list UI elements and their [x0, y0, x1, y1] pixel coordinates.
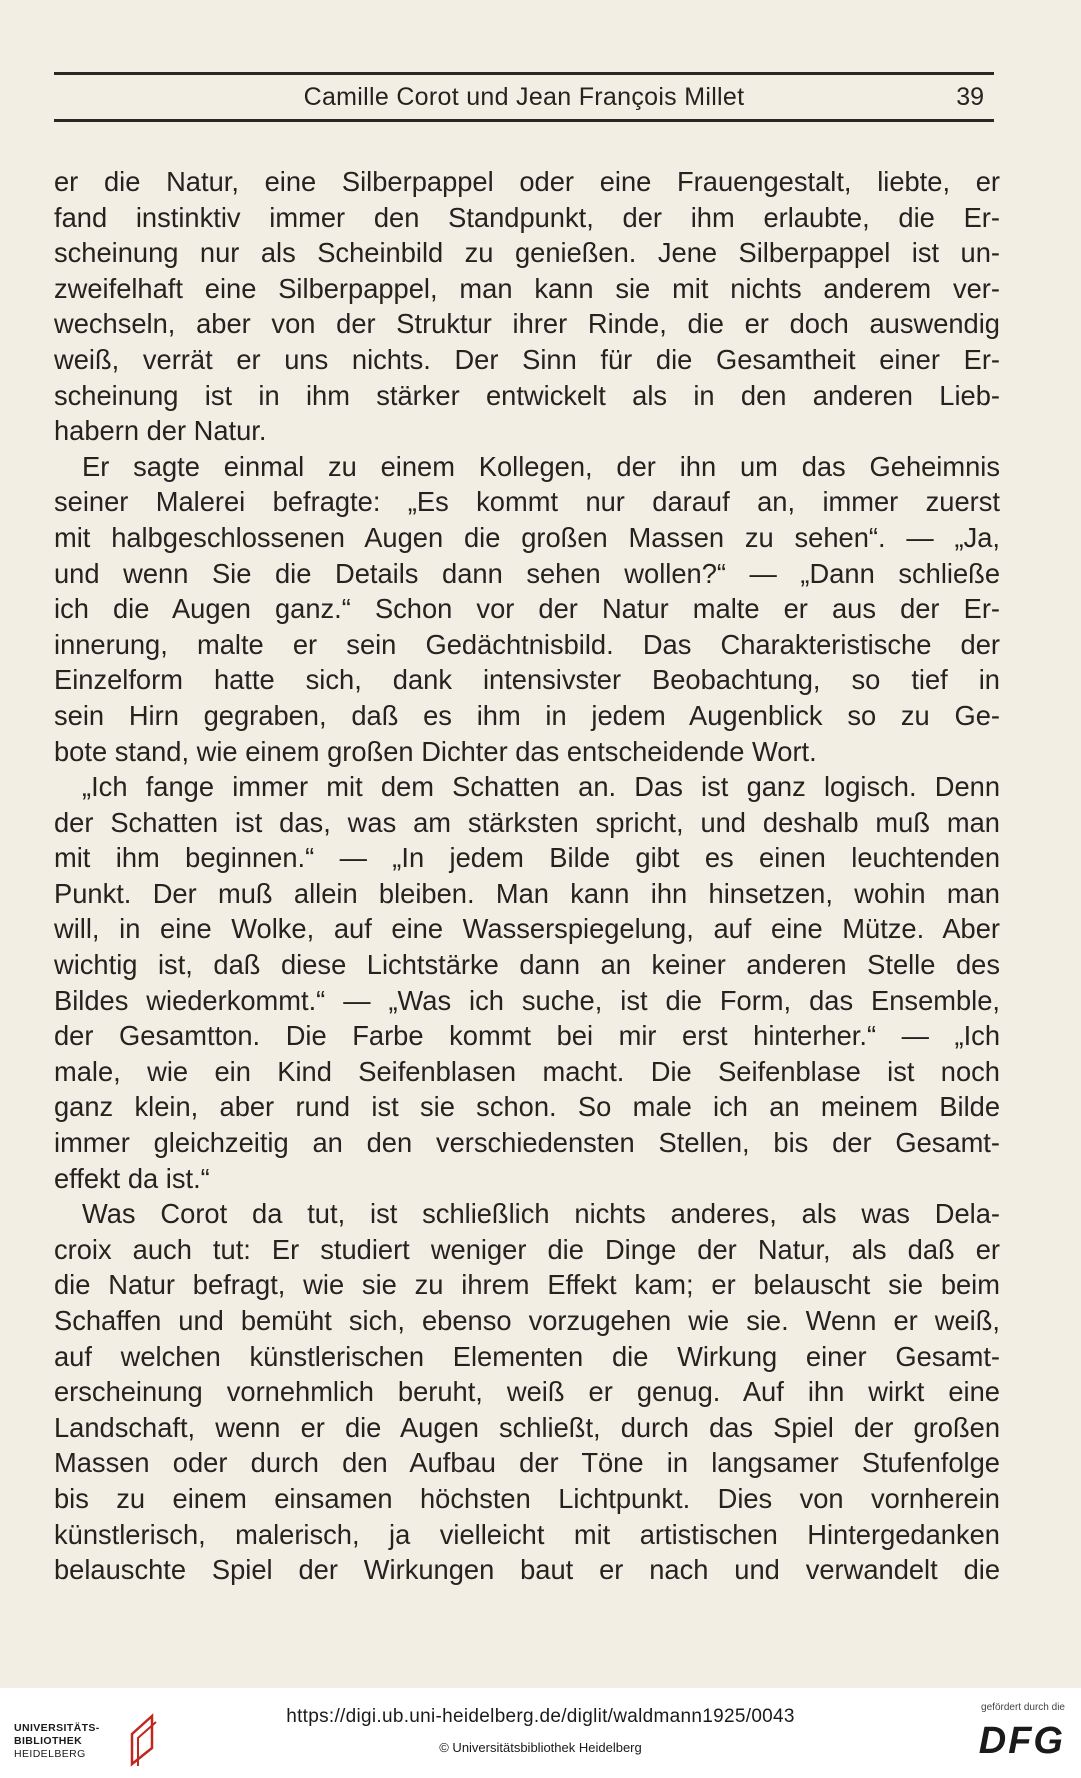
body-text	[54, 164, 1000, 1588]
text-line: Massen oder durch den Aufbau der Töne in langsamer Stufenfolge	[54, 1447, 1000, 1479]
text-line: immer gleichzeitig an den verschiedensten Stellen, bis der Gesamt-	[54, 1127, 1000, 1159]
copyright-notice: © Universitätsbibliothek Heidelberg	[439, 1740, 642, 1755]
page-header	[54, 72, 994, 122]
text-line: innerung, malte er sein Gedächtnisbild. Das Charakteristische der	[54, 628, 1000, 660]
logo-text-line-3: HEIDELBERG	[14, 1748, 86, 1760]
text-line: künstlerisch, malerisch, ja vielleicht mit artistischen Hintergedanken	[54, 1518, 1000, 1550]
header-row	[54, 75, 994, 119]
text-line: Er sagte einmal zu einem Kollegen, der ihn um das Geheimnis	[82, 450, 1000, 482]
text-line: wechseln, aber von der Struktur ihrer Rinde, die er doch auswendig	[54, 308, 1000, 340]
header-rule-bottom	[54, 119, 994, 122]
text-line: er die Natur, eine Silberpappel oder eine Frauengestalt, liebte, er	[54, 166, 1000, 197]
text-line: bis zu einem einsamen höchsten Lichtpunkt. Dies von vornherein	[54, 1482, 1000, 1514]
text-line: ganz klein, aber rund ist sie schon. So male ich an meinem Bilde	[54, 1091, 1000, 1123]
text-line: Bildes wiederkommt.“ — „Was ich suche, ist die Form, das Ensemble,	[54, 984, 1000, 1016]
text-line: mit halbgeschlossenen Augen die großen Massen zu sehen“. — „Ja,	[54, 521, 1000, 553]
text-line: weiß, verrät er uns nichts. Der Sinn für die Gesamtheit einer Er-	[54, 343, 1000, 375]
text-line: effekt da ist.“	[54, 1162, 210, 1194]
permalink-url[interactable]: https://digi.ub.uni-heidelberg.de/diglit/waldmann1925/0043	[286, 1706, 795, 1727]
text-line: mit ihm beginnen.“ — „In jedem Bilde gibt es einen leuchtenden	[54, 842, 1000, 874]
funding-note: gefördert durch die	[981, 1702, 1065, 1713]
text-line: der Gesamtton. Die Farbe kommt bei mir erst hinterher.“ — „Ich	[54, 1020, 1000, 1052]
text-line: Einzelform hatte sich, dank intensivster Beobachtung, so tief in	[54, 664, 1000, 696]
text-line: Punkt. Der muß allein bleiben. Man kann ihn hinsetzen, wohin man	[54, 877, 1000, 909]
text-line: wichtig ist, daß diese Lichtstärke dann an keiner anderen Stelle des	[54, 949, 1000, 981]
text-line: die Natur befragt, wie sie zu ihrem Effekt kam; er belauscht sie beim	[54, 1269, 1000, 1301]
page-number: 39	[956, 83, 984, 111]
text-line: fand instinktiv immer den Standpunkt, der ihm erlaubte, die Er-	[54, 201, 1000, 233]
text-line: Was Corot da tut, ist schließlich nichts anderes, als was Dela-	[82, 1198, 1000, 1230]
funder-name: DFG	[978, 1720, 1065, 1762]
running-title: Camille Corot und Jean François Millet	[303, 83, 745, 111]
text-line: ich die Augen ganz.“ Schon vor der Natur malte er aus der Er-	[54, 593, 1000, 625]
viewer-footer	[0, 1688, 1081, 1778]
text-line: auf welchen künstlerischen Elementen die Wirkung einer Gesamt-	[54, 1340, 1000, 1372]
text-line: bote stand, wie einem großen Dichter das entscheidende Wort.	[54, 735, 817, 767]
text-line: scheinung ist in ihm stärker entwickelt als in den anderen Lieb-	[54, 379, 1000, 411]
text-line: belauschte Spiel der Wirkungen baut er nach und verwandelt die	[54, 1554, 1000, 1586]
text-line: male, wie ein Kind Seifenblasen macht. Die Seifenblase ist noch	[54, 1055, 1000, 1087]
text-line: zweifelhaft eine Silberpappel, man kann sie mit nichts anderem ver-	[54, 272, 1000, 304]
logo-text-line-2: BIBLIOTHEK	[14, 1735, 83, 1747]
logo-text-line-1: UNIVERSITÄTS-	[14, 1722, 100, 1734]
text-line: habern der Natur.	[54, 415, 267, 447]
text-line: und wenn Sie die Details dann sehen wollen?“ — „Dann schließe	[54, 557, 1000, 589]
text-line: croix auch tut: Er studiert weniger die Dinge der Natur, als daß er	[54, 1233, 1000, 1265]
text-line: Landschaft, wenn er die Augen schließt, durch das Spiel der großen	[54, 1411, 1000, 1443]
text-line: „Ich fange immer mit dem Schatten an. Das ist ganz logisch. Denn	[82, 771, 1000, 803]
text-line: erscheinung vornehmlich beruht, weiß er genug. Auf ihn wirkt eine	[54, 1376, 1000, 1408]
text-line: will, in eine Wolke, auf eine Wasserspiegelung, auf eine Mütze. Aber	[54, 913, 1000, 945]
text-line: scheinung nur als Scheinbild zu genießen. Jene Silberpappel ist un-	[54, 237, 1000, 269]
text-line: seiner Malerei befragte: „Es kommt nur darauf an, immer zuerst	[54, 486, 1000, 518]
text-line: sein Hirn gegraben, daß es ihm in jedem Augenblick so zu Ge-	[54, 699, 1000, 731]
text-line: Schaffen und bemüht sich, ebenso vorzugehen wie sie. Wenn er weiß,	[54, 1305, 1000, 1336]
dfg-logo[interactable]	[955, 1702, 1065, 1768]
text-line: der Schatten ist das, was am stärksten spricht, und deshalb muß man	[54, 806, 1000, 838]
